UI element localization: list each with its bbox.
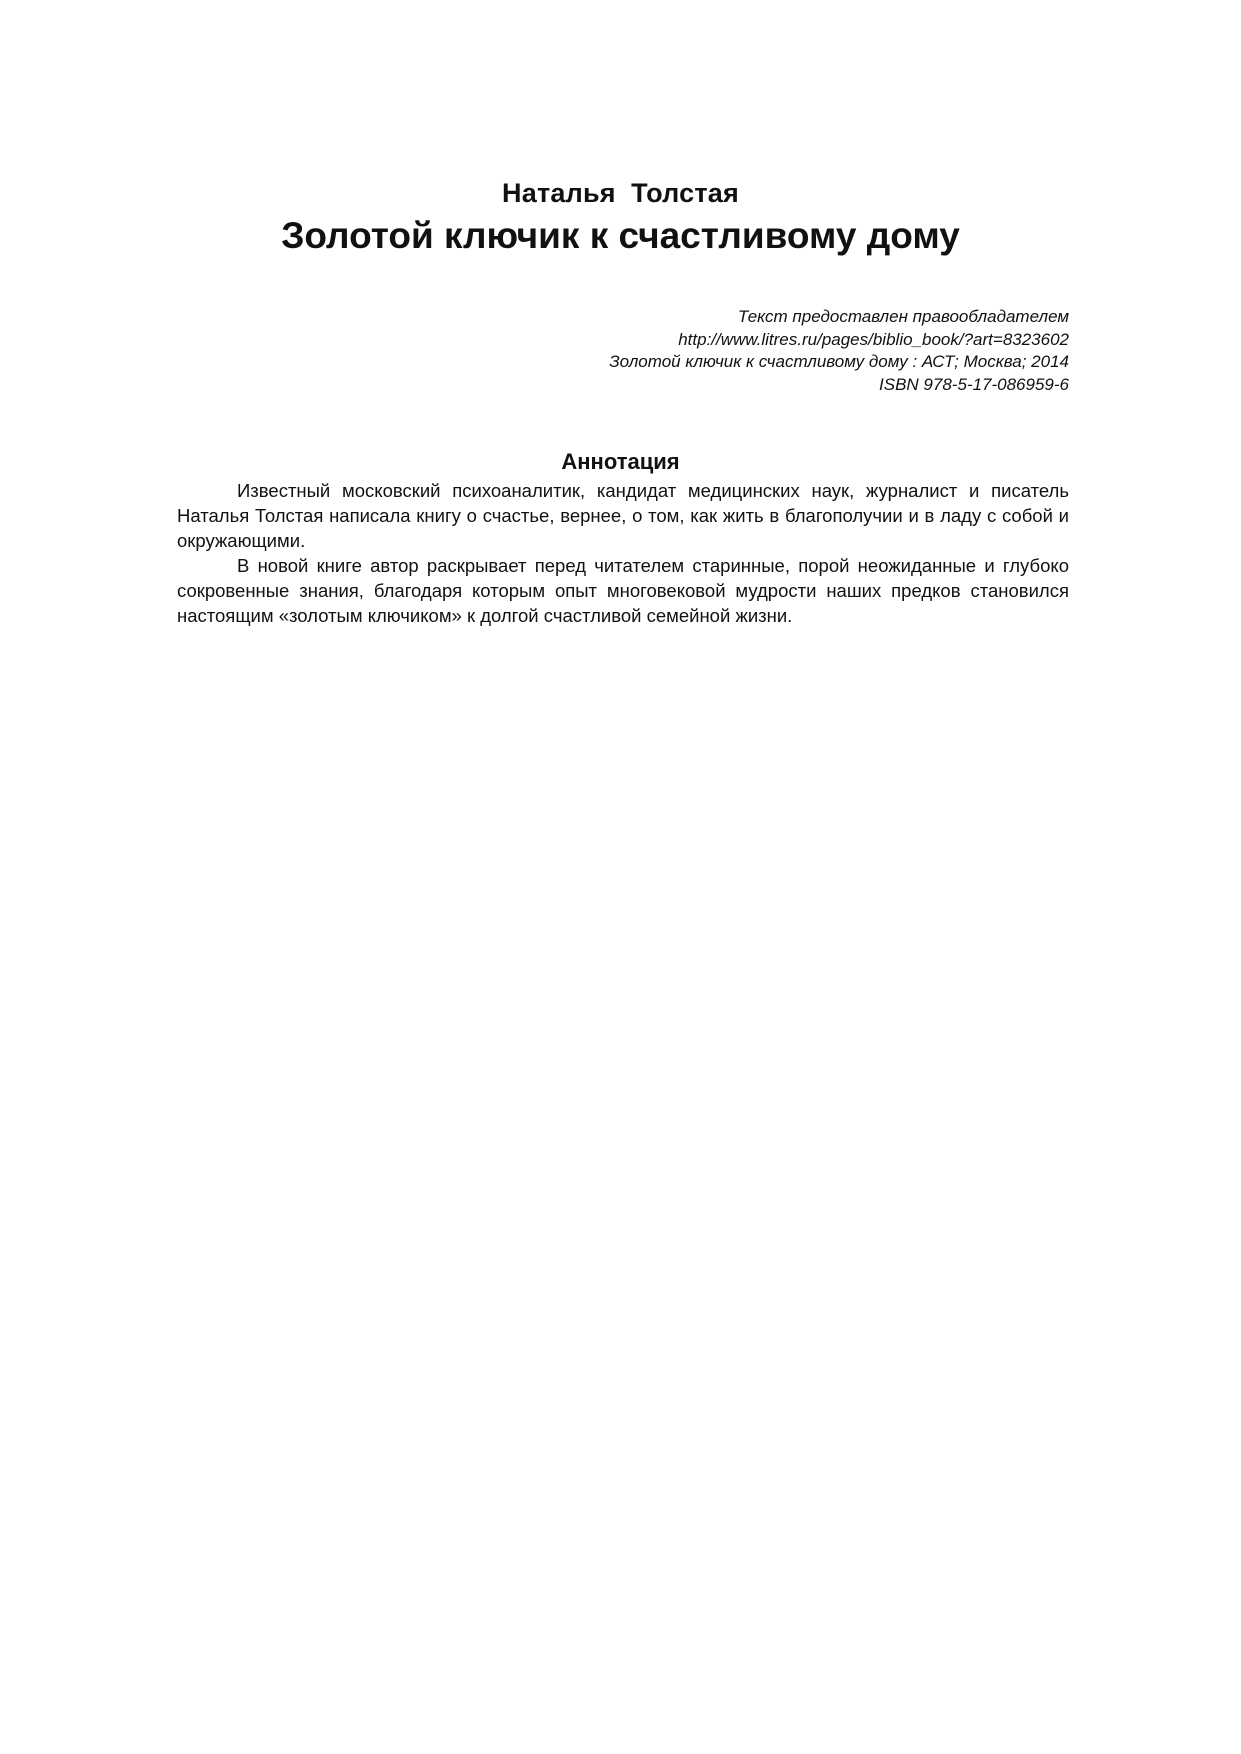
annotation-paragraph: В новой книге автор раскрывает перед читателем старинные, порой неожиданные и глубоко сокровенные знания, благодаря которым опыт многовековой мудрости наших предков становился настоящим «золотым ключиком» к долгой счастливой семейной жизни. [177, 555, 1069, 626]
edition-info: Золотой ключик к счастливому дому : АСТ; Москва; 2014 [609, 352, 1069, 371]
annotation-heading: Аннотация [561, 449, 680, 474]
publication-info [369, 306, 1069, 396]
annotation-paragraph: Известный московский психоаналитик, кандидат медицинских наук, журналист и писатель Наталья Толстая написала книгу о счастье, вернее, о том, как жить в благополучии и в ладу с собой и окружающими. [177, 480, 1069, 551]
annotation-body [177, 478, 1069, 628]
author-name: Наталья Толстая [502, 178, 739, 208]
source-url[interactable]: http://www.litres.ru/pages/biblio_book/?art=8323602 [678, 329, 1069, 349]
rights-holder-note: Текст предоставлен правообладателем [737, 307, 1069, 326]
isbn: ISBN 978-5-17-086959-6 [879, 374, 1069, 394]
book-title: Золотой ключик к счастливому дому [281, 215, 960, 256]
